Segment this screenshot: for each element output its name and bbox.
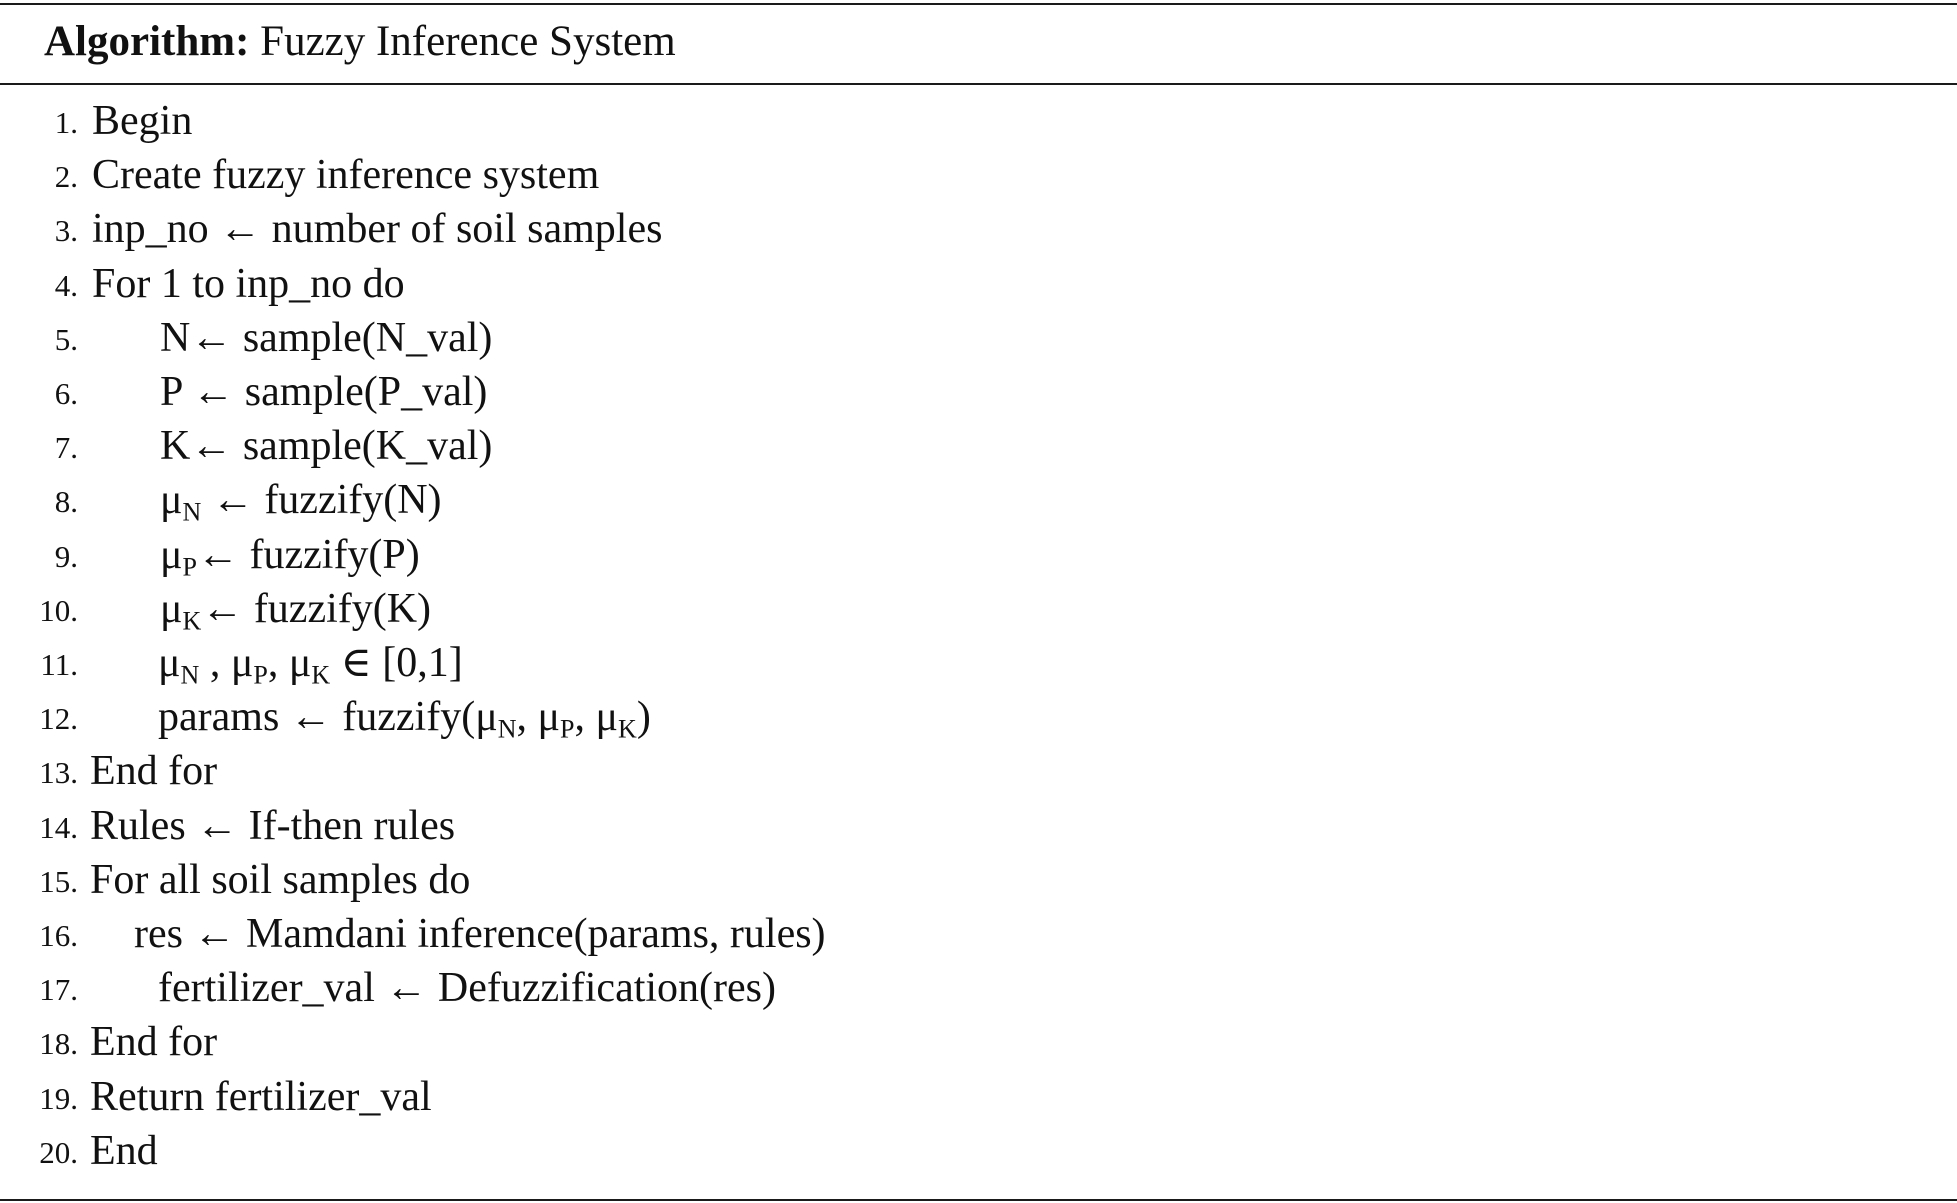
- code-text: Create fuzzy inference system: [92, 152, 600, 199]
- code-text: μ: [160, 585, 183, 632]
- code-text: Rules ← If-then rules: [90, 802, 456, 849]
- code-text: P ← sample(P_val): [160, 369, 488, 415]
- code-text: Return fertilizer_val: [90, 1073, 432, 1120]
- code-text: , μ: [199, 640, 254, 686]
- line-number: 4.: [54, 267, 78, 303]
- code-text: μ: [158, 640, 181, 686]
- subscript: N: [180, 660, 200, 690]
- subscript: K: [311, 660, 331, 690]
- code-text: , μ: [516, 694, 561, 741]
- code-text: params ← fuzzify(μ: [158, 694, 498, 741]
- subscript: P: [560, 714, 575, 744]
- line-code: [160, 528, 420, 582]
- subscript: P: [253, 660, 268, 690]
- subscript: P: [182, 551, 197, 581]
- line-code: [92, 202, 662, 256]
- code-text: N← sample(N_val): [160, 314, 493, 361]
- code-text: End for: [90, 1019, 218, 1066]
- code-text: ← fuzzify(P): [197, 531, 420, 578]
- line-number: 14.: [39, 809, 78, 845]
- bottom-rule: [0, 1199, 1957, 1201]
- code-text: ← fuzzify(N): [201, 477, 442, 524]
- line-number: 5.: [54, 321, 78, 357]
- line-number: 19.: [39, 1080, 78, 1116]
- line-code: [158, 961, 776, 1015]
- line-code: [90, 853, 470, 907]
- code-text: ← fuzzify(K): [201, 585, 432, 632]
- subscript: N: [497, 714, 517, 744]
- line-number: 7.: [54, 430, 78, 466]
- line-number: 17.: [39, 972, 78, 1008]
- code-text: , μ: [267, 640, 312, 686]
- line-code: [158, 636, 463, 690]
- code-text: fertilizer_val ← Defuzzification(res): [158, 965, 777, 1012]
- code-text: For all soil samples do: [90, 856, 471, 903]
- algorithm-caption: [44, 14, 676, 70]
- caption-rule: [0, 83, 1957, 85]
- line-number: 10.: [39, 592, 78, 628]
- line-number: 12.: [39, 701, 78, 737]
- line-code: [90, 1070, 432, 1124]
- line-code: [90, 1124, 158, 1178]
- code-text: Begin: [92, 98, 193, 144]
- line-code: [158, 690, 651, 744]
- caption-label: Algorithm:: [44, 18, 250, 65]
- line-code: [160, 582, 431, 636]
- line-code: [90, 1015, 217, 1069]
- line-number: 18.: [39, 1026, 78, 1062]
- line-number: 13.: [39, 755, 78, 791]
- subscript: K: [618, 714, 637, 744]
- code-text: inp_no ← number of soil samples: [92, 206, 663, 253]
- code-text: μ: [160, 477, 183, 524]
- line-code: [160, 311, 492, 365]
- line-number: 3.: [54, 213, 78, 249]
- code-text: ∈ [0,1]: [330, 640, 463, 686]
- line-code: [160, 419, 492, 473]
- code-text: End for: [90, 748, 218, 795]
- line-number: 1.: [54, 105, 78, 140]
- line-number: 11.: [40, 647, 78, 682]
- line-code: [160, 365, 487, 419]
- line-code: [92, 148, 599, 202]
- line-code: [90, 744, 217, 798]
- line-number: 2.: [54, 159, 78, 195]
- line-code: [90, 799, 455, 853]
- code-text: End: [90, 1127, 158, 1174]
- top-rule: [0, 3, 1957, 5]
- subscript: K: [182, 606, 202, 636]
- line-number: 20.: [39, 1134, 78, 1170]
- code-text: K← sample(K_val): [160, 423, 493, 470]
- caption-title: Fuzzy Inference System: [260, 18, 676, 65]
- code-text: μ: [160, 531, 183, 578]
- code-text: ): [636, 694, 651, 741]
- line-code: [92, 94, 192, 148]
- line-number: 16.: [39, 918, 78, 953]
- line-code: [92, 257, 405, 311]
- line-code: [134, 907, 826, 961]
- code-text: res ← Mamdani inference(params, rules): [134, 911, 826, 957]
- line-number: 15.: [39, 863, 78, 899]
- subscript: N: [182, 497, 202, 527]
- line-number: 6.: [54, 376, 78, 411]
- code-text: , μ: [574, 694, 619, 741]
- code-text: For 1 to inp_no do: [92, 260, 405, 307]
- line-number: 8.: [54, 484, 78, 520]
- line-number: 9.: [54, 538, 78, 574]
- line-code: [160, 473, 442, 527]
